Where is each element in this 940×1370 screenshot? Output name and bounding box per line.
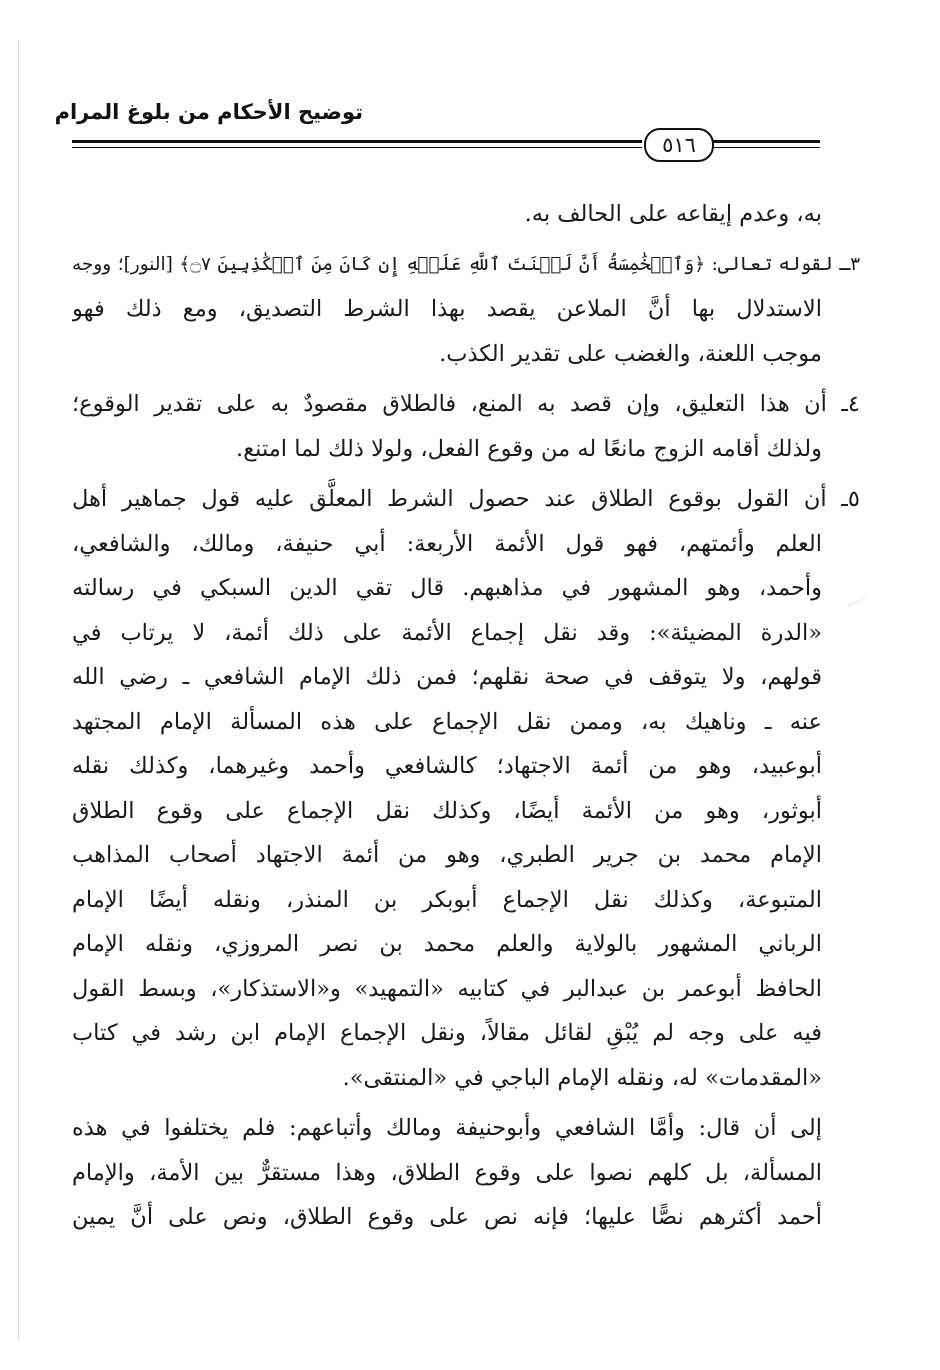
text-line: أبوثور، وهو من الأئمة أيضًا، وكذلك نقل الإجماع على وقوع الطلاق bbox=[72, 797, 822, 824]
text-line: المتبوعة، وكذلك نقل الإجماع أبوبكر بن المنذر، ونقله أيضًا الإمام bbox=[72, 886, 822, 913]
text-line: فيه على وجه لم يُبْقِ لقائل مقالاً، ونقل الإجماع الإمام ابن رشد في كتاب bbox=[72, 1020, 822, 1046]
text-line: الإمام محمد بن جرير الطبري، وهو من أئمة الاجتهاد أصحاب المذاهب bbox=[72, 842, 822, 868]
text-line: الاستدلال بها أنَّ الملاعن يقصد بهذا الشرط التصديق، ومع ذلك فهو bbox=[72, 296, 822, 322]
text-line: موجب اللعنة، والغضب على تقدير الكذب. bbox=[439, 340, 822, 367]
text-line: به، وعدم إيقاعه على الحالف به. bbox=[524, 201, 822, 227]
page-edge-line bbox=[18, 40, 19, 1340]
text-line: عنه ـ وناهيك به، وممن نقل الإجماع على هذه المسألة الإمام المجتهد bbox=[72, 708, 822, 735]
text-line: أبوعبيد، وهو من أئمة الاجتهاد؛ كالشافعي وأحمد وغيرهما، وكذلك نقله bbox=[72, 753, 822, 779]
text-line: الحافظ أبوعمر بن عبدالبر في كتابيه «التمهيد» و«الاستذكار»، وبسط القول bbox=[72, 975, 822, 1002]
text-line: ٥ـ أن القول بوقوع الطلاق عند حصول الشرط المعلَّق عليه قول جماهير أهل bbox=[72, 486, 860, 512]
text-line: قولهم، ولا يتوقف في صحة نقلهم؛ فمن ذلك الإمام الشافعي ـ رضي الله bbox=[72, 664, 822, 690]
text-line: «الدرة المضيئة»: وقد نقل إجماع الأئمة على ذلك أئمة، لا يرتاب في bbox=[72, 619, 822, 646]
text-line: إلى أن قال: وأمَّا الشافعي وأبوحنيفة ومالك وأتباعهم: فلم يختلفوا في هذه bbox=[72, 1115, 822, 1141]
text-line: ٤ـ أن هذا التعليق، وإن قصد به المنع، فالطلاق مقصودٌ به على تقدير الوقوع؛ bbox=[72, 391, 860, 417]
text-line: أحمد أكثرهم نصًّا عليها؛ فإنه نص على وقوع الطلاق، ونص على أنَّ يمين bbox=[72, 1204, 822, 1230]
running-title: توضيح الأحكام من بلوغ المرام bbox=[54, 100, 363, 124]
page-number: ٥١٦ bbox=[644, 128, 714, 162]
text-line: وأحمد، وهو المشهور في مذاهبهم. قال تقي الدين السبكي في رسالته bbox=[72, 575, 822, 601]
header-rule-left bbox=[72, 140, 642, 148]
scan-speck bbox=[848, 596, 874, 619]
text-line: العلم وأئمتهم، فهو قول الأئمة الأربعة: أبي حنيفة، ومالك، والشافعي، bbox=[72, 530, 822, 557]
text-line: الرباني المشهور بالولاية والعلم محمد بن نصر المروزي، ونقله الإمام bbox=[72, 931, 822, 957]
text-line: ٣ـ لقوله تعالى: ﴿وَٱلۡخَٰمِسَةُ أَنَّ لَعۡنَتَ ٱللَّهِ عَلَيۡهِ إِن كَانَ مِنَ ٱلۡكَٰذِبِينَ ۝٧﴾ [النور]؛ ووجه bbox=[72, 253, 860, 275]
text-line: ولذلك أقامه الزوج مانعًا له من وقوع الفعل، ولولا ذلك لما امتنع. bbox=[236, 435, 822, 462]
header-rule-right bbox=[712, 140, 820, 148]
text-line: «المقدمات» له، ونقله الإمام الباجي في «المنتقى». bbox=[342, 1064, 822, 1091]
body-text bbox=[72, 192, 860, 1240]
text-line: المسألة، بل كلهم نصوا على وقوع الطلاق، وهذا مستقرٌّ بين الأمة، والإمام bbox=[72, 1159, 822, 1186]
